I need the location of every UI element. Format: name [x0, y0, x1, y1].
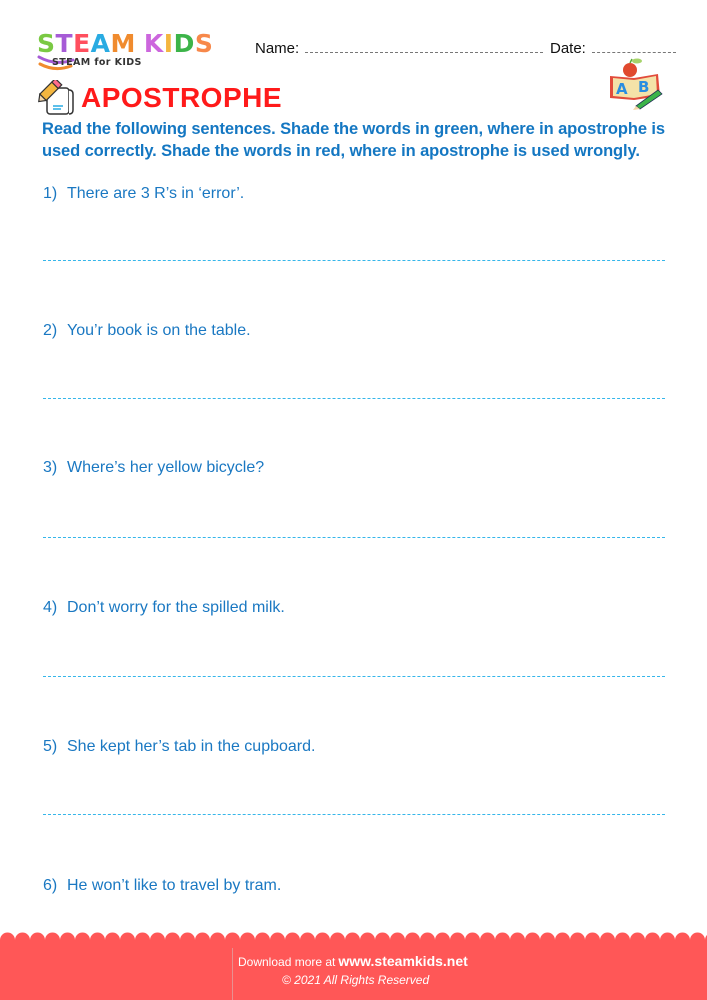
footer-divider: [232, 948, 233, 1000]
instructions-text: Read the following sentences. Shade the words in green, where in apostrophe is used correctly. Shade the words in red, where in apostrophe is used wrongly.: [42, 120, 665, 160]
question-text: She kept her’s tab in the cupboard.: [67, 738, 316, 755]
name-field[interactable]: [255, 40, 543, 57]
question-3: [43, 459, 264, 477]
name-label: Name:: [255, 40, 300, 57]
date-label: Date:: [550, 40, 586, 57]
pencil-paper-icon: [37, 80, 75, 118]
answer-line-2[interactable]: [43, 398, 665, 399]
question-number: 6): [43, 877, 58, 894]
answer-line-1[interactable]: [43, 260, 665, 261]
svg-text:A: A: [616, 80, 628, 98]
footer-copyright: © 2021 All Rights Reserved: [282, 973, 430, 987]
download-text: Download more at: [238, 955, 336, 969]
question-4: [43, 599, 285, 617]
question-text: Where’s her yellow bicycle?: [67, 459, 265, 476]
logo-letter: K: [143, 29, 164, 58]
logo-letter: S: [194, 29, 214, 58]
footer: [0, 940, 707, 1000]
question-text: He won’t like to travel by tram.: [67, 877, 282, 894]
date-blank[interactable]: [592, 40, 676, 53]
date-field[interactable]: [550, 40, 676, 57]
question-1: [43, 185, 244, 203]
question-number: 2): [43, 322, 58, 339]
answer-line-4[interactable]: [43, 676, 665, 677]
logo-letter: A: [90, 29, 111, 58]
question-number: 4): [43, 599, 58, 616]
logo-letter: M: [110, 29, 136, 58]
question-2: [43, 322, 251, 340]
question-5: [43, 738, 315, 756]
question-number: 3): [43, 459, 58, 476]
logo-letter: E: [73, 29, 91, 58]
website-link[interactable]: www.steamkids.net: [338, 953, 468, 969]
answer-line-3[interactable]: [43, 537, 665, 538]
logo-letter: I: [163, 29, 174, 58]
question-text: Don’t worry for the spilled milk.: [67, 599, 285, 616]
answer-line-5[interactable]: [43, 814, 665, 815]
page-title: APOSTROPHE: [81, 82, 283, 113]
footer-download: [238, 953, 468, 969]
question-6: [43, 877, 281, 895]
question-number: 5): [43, 738, 58, 755]
abc-book-icon: [606, 58, 664, 110]
logo-subtitle: STEAM for KIDS: [52, 57, 142, 68]
svg-text:B: B: [638, 78, 650, 96]
question-text: You’r book is on the table.: [67, 322, 251, 339]
logo-letter: D: [173, 29, 195, 58]
name-blank[interactable]: [305, 40, 543, 53]
question-number: 1): [43, 185, 58, 202]
logo-letter: T: [55, 29, 74, 58]
logo-letter: S: [37, 29, 56, 58]
steam-kids-logo: [37, 30, 237, 74]
question-text: There are 3 R’s in ‘error’.: [67, 185, 245, 202]
